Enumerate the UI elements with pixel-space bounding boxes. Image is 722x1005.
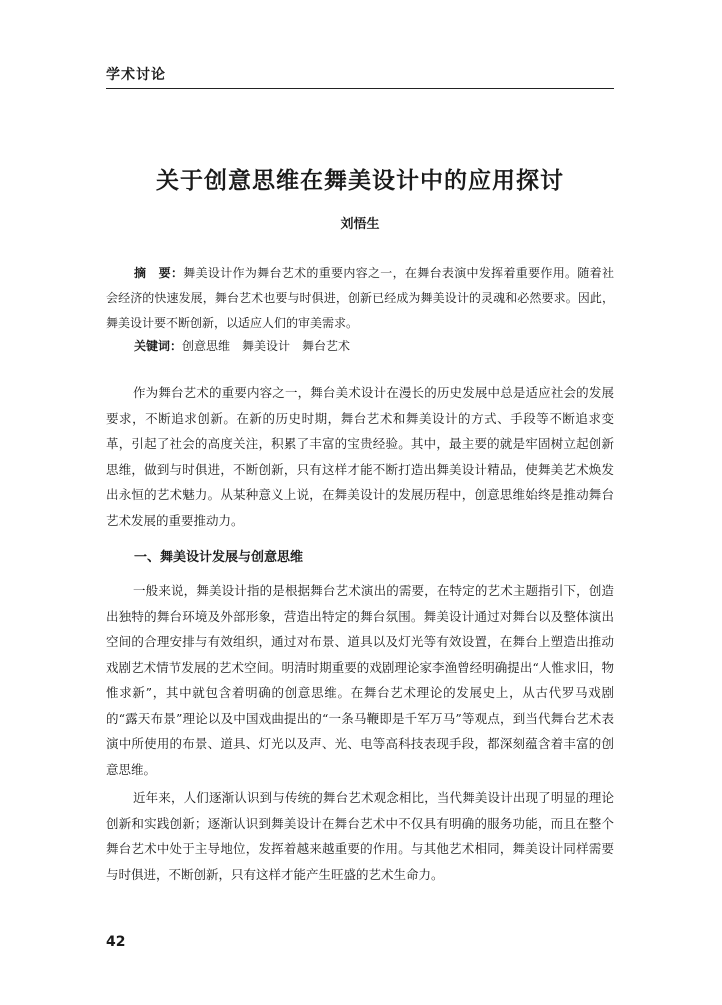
page-number: 42	[106, 934, 126, 950]
keywords-text: 创意思维 舞美设计 舞台艺术	[182, 339, 351, 353]
section-heading: 一、舞美设计发展与创意思维	[134, 550, 304, 565]
abstract-label: 摘 要：	[134, 266, 184, 280]
keywords-label: 关键词：	[134, 339, 183, 353]
abstract-text: 舞美设计作为舞台艺术的重要内容之一，在舞台表演中发挥着重要作用。随着社会经济的快速发展，舞台艺术也要与时俱进，创新已经成为舞美设计的灵魂和必然要求。因此，舞美设计要不断创新，以适应人们的审美需求。	[106, 266, 614, 330]
article-title: 关于创意思维在舞美设计中的应用探讨	[156, 168, 564, 194]
body-paragraph-3: 近年来，人们逐渐认识到与传统的舞台艺术观念相比，当代舞美设计出现了明显的理论创新和实践创新；逐渐认识到舞美设计在舞台艺术中不仅具有明确的服务功能，而且在整个舞台艺术中处于主导地位，发挥着越来越重要的作用。与其他艺术相同，舞美设计同样需要与时俱进，不断创新，只有这样才能产生旺盛的艺术生命力。	[106, 790, 614, 882]
running-head: 学术讨论	[106, 67, 166, 83]
keywords	[106, 336, 614, 356]
article-author: 刘悟生	[340, 217, 380, 232]
header-divider	[106, 88, 614, 89]
abstract	[106, 261, 614, 336]
body-paragraph-1: 作为舞台艺术的重要内容之一，舞台美术设计在漫长的历史发展中总是适应社会的发展要求，不断追求创新。在新的历史时期，舞台艺术和舞美设计的方式、手段等不断追求变革，引起了社会的高度关注，积累了丰富的宝贵经验。其中，最主要的就是牢固树立起创新思维，做到与时俱进，不断创新，只有这样才能不断打造出舞美设计精品，使舞美艺术焕发出永恒的艺术魅力。从某种意义上说，在舞美设计的发展历程中，创意思维始终是推动舞台艺术发展的重要推动力。	[106, 385, 614, 528]
body-paragraph-2: 一般来说，舞美设计指的是根据舞台艺术演出的需要，在特定的艺术主题指引下，创造出独特的舞台环境及外部形象，营造出特定的舞台氛围。舞美设计通过对舞台以及整体演出空间的合理安排与有效组织，通过对布景、道具以及灯光等有效设置，在舞台上塑造出推动戏剧艺术情节发展的艺术空间。明清时期重要的戏剧理论家李渔曾经明确提出“人惟求旧，物惟求新”，其中就包含着明确的创意思维。在舞台艺术理论的发展史上，从古代罗马戏剧的“露天布景”理论以及中国戏曲提出的“一条马鞭即是千军万马”等观点，到当代舞台艺术表演中所使用的布景、道具、灯光以及声、光、电等高科技表现手段，都深刻蕴含着丰富的创意思维。	[106, 583, 614, 777]
